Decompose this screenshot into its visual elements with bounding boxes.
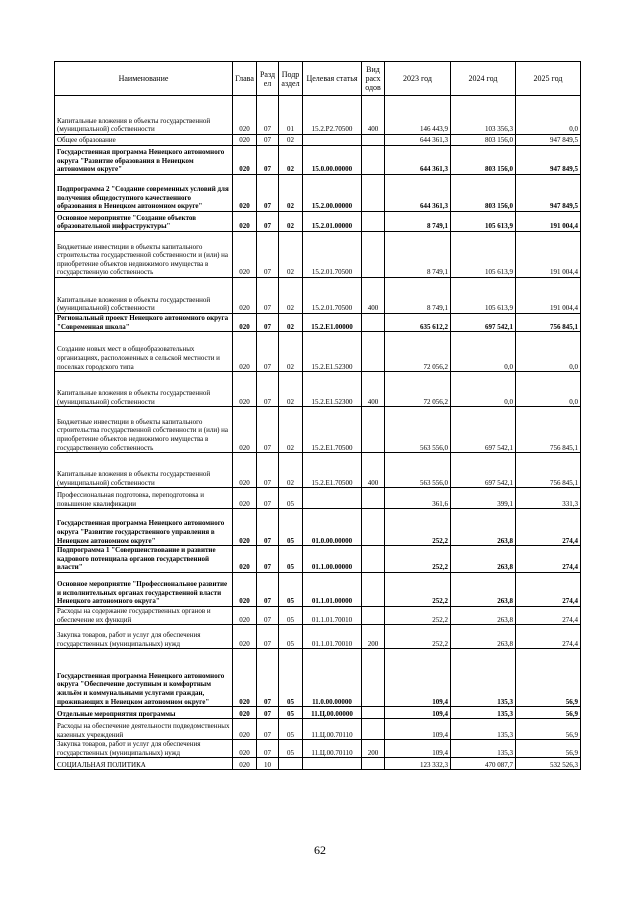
cell-y2023: 109,4: [385, 740, 451, 758]
table-row: [55, 649, 581, 707]
cell-y2025: 532 526,3: [516, 758, 581, 770]
cell-y2025: 756 845,1: [516, 453, 581, 488]
cell-podrazdel: 02: [279, 278, 303, 314]
cell-target: 15.2.00.00000: [303, 175, 362, 212]
cell-y2023: 109,4: [385, 707, 451, 719]
cell-podrazdel: 05: [279, 509, 303, 546]
table-row: [55, 719, 581, 740]
cell-y2023: 644 361,3: [385, 175, 451, 212]
cell-podrazdel: 05: [279, 606, 303, 624]
cell-y2024: 105 613,9: [451, 212, 516, 232]
cell-y2023: 72 056,2: [385, 372, 451, 407]
cell-name: Бюджетные инвестиции в объекты капитального строительства государственной собственности и (или) на приобретение объектов недвижимого имущества в государственную собственность: [55, 407, 233, 453]
cell-y2025: 947 849,5: [516, 146, 581, 175]
cell-razdel: 07: [257, 135, 279, 146]
header-razdel: Разд ел: [257, 62, 279, 96]
header-name: Наименование: [55, 62, 233, 96]
cell-vid: [362, 135, 385, 146]
cell-y2025: 191 004,4: [516, 212, 581, 232]
cell-razdel: 07: [257, 488, 279, 509]
table-row: [55, 135, 581, 146]
cell-name: Региональный проект Ненецкого автономного округа "Современная школа": [55, 314, 233, 332]
cell-y2024: 135,3: [451, 649, 516, 707]
cell-target: 15.2.Е1.70500: [303, 453, 362, 488]
cell-podrazdel: 05: [279, 488, 303, 509]
cell-razdel: 07: [257, 572, 279, 606]
cell-name: Капитальные вложения в объекты государственной (муниципальной) собственности: [55, 453, 233, 488]
table-row: [55, 175, 581, 212]
cell-y2023: 252,2: [385, 509, 451, 546]
cell-y2025: 56,9: [516, 707, 581, 719]
cell-y2024: 0,0: [451, 332, 516, 372]
cell-target: 15.2.Р2.70500: [303, 96, 362, 135]
cell-podrazdel: 02: [279, 372, 303, 407]
cell-name: Закупка товаров, работ и услуг для обеспечения государственных (муниципальных) нужд: [55, 625, 233, 649]
cell-target: 15.2.01.70500: [303, 232, 362, 278]
cell-y2024: 263,8: [451, 606, 516, 624]
cell-y2025: 0,0: [516, 332, 581, 372]
cell-vid: [362, 758, 385, 770]
cell-podrazdel: 05: [279, 649, 303, 707]
cell-vid: [362, 488, 385, 509]
cell-y2024: 263,8: [451, 509, 516, 546]
cell-vid: [362, 175, 385, 212]
cell-podrazdel: 05: [279, 740, 303, 758]
cell-podrazdel: 05: [279, 625, 303, 649]
cell-name: Государственная программа Ненецкого автономного округа "Развитие образования в Ненецком автономном округе": [55, 146, 233, 175]
cell-razdel: 07: [257, 509, 279, 546]
cell-y2023: 361,6: [385, 488, 451, 509]
table-row: [55, 546, 581, 573]
cell-target: 01.0.00.00000: [303, 509, 362, 546]
cell-target: 15.2.Е1.00000: [303, 314, 362, 332]
table-row: [55, 212, 581, 232]
cell-y2023: 109,4: [385, 649, 451, 707]
cell-name: Подпрограмма 1 "Совершенствование и развитие кадрового потенциала органов государственной власти": [55, 546, 233, 573]
cell-y2025: 191 004,4: [516, 232, 581, 278]
cell-podrazdel: 02: [279, 212, 303, 232]
cell-name: Государственная программа Ненецкого автономного округа "Развитие государственного управления в Ненецком автономном округе": [55, 509, 233, 546]
cell-y2023: 252,2: [385, 625, 451, 649]
cell-y2023: 252,2: [385, 572, 451, 606]
cell-y2025: 947 849,5: [516, 135, 581, 146]
cell-y2024: 470 087,7: [451, 758, 516, 770]
cell-vid: [362, 719, 385, 740]
cell-name: Капитальные вложения в объекты государственной (муниципальной) собственности: [55, 278, 233, 314]
cell-razdel: 10: [257, 758, 279, 770]
cell-razdel: 07: [257, 407, 279, 453]
header-2023: 2023 год: [385, 62, 451, 96]
cell-vid: 200: [362, 625, 385, 649]
cell-vid: [362, 146, 385, 175]
cell-vid: [362, 546, 385, 573]
cell-y2023: 635 612,2: [385, 314, 451, 332]
cell-target: 01.1.01.70010: [303, 606, 362, 624]
cell-y2024: 803 156,0: [451, 135, 516, 146]
cell-razdel: 07: [257, 332, 279, 372]
cell-glava: 020: [233, 758, 257, 770]
table-row: [55, 707, 581, 719]
cell-glava: 020: [233, 625, 257, 649]
table-row: [55, 372, 581, 407]
cell-y2023: 252,2: [385, 546, 451, 573]
cell-y2024: 697 542,1: [451, 453, 516, 488]
cell-y2025: 756 845,1: [516, 407, 581, 453]
table-row: [55, 96, 581, 135]
table-row: [55, 314, 581, 332]
cell-y2025: 274,4: [516, 572, 581, 606]
cell-y2025: 274,4: [516, 546, 581, 573]
table-row: [55, 453, 581, 488]
cell-vid: [362, 707, 385, 719]
cell-y2023: 8 749,1: [385, 232, 451, 278]
table-body: [55, 96, 581, 770]
cell-name: Профессиональная подготовка, переподготовка и повышение квалификации: [55, 488, 233, 509]
table-row: [55, 332, 581, 372]
cell-vid: 400: [362, 372, 385, 407]
cell-y2025: 56,9: [516, 649, 581, 707]
page-number: 62: [314, 843, 326, 857]
cell-y2023: 146 443,9: [385, 96, 451, 135]
cell-vid: 400: [362, 453, 385, 488]
cell-glava: 020: [233, 606, 257, 624]
cell-razdel: 07: [257, 146, 279, 175]
cell-glava: 020: [233, 407, 257, 453]
table-row: [55, 488, 581, 509]
cell-glava: 020: [233, 175, 257, 212]
cell-vid: [362, 332, 385, 372]
cell-y2024: 105 613,9: [451, 278, 516, 314]
cell-y2023: 644 361,3: [385, 135, 451, 146]
cell-podrazdel: [279, 758, 303, 770]
cell-name: Капитальные вложения в объекты государственной (муниципальной) собственности: [55, 372, 233, 407]
table-row: [55, 232, 581, 278]
cell-vid: 400: [362, 278, 385, 314]
cell-y2024: 263,8: [451, 546, 516, 573]
cell-razdel: 07: [257, 649, 279, 707]
cell-podrazdel: 05: [279, 719, 303, 740]
cell-glava: 020: [233, 707, 257, 719]
cell-glava: 020: [233, 135, 257, 146]
table-row: [55, 606, 581, 624]
cell-podrazdel: 02: [279, 332, 303, 372]
cell-y2024: 399,1: [451, 488, 516, 509]
cell-target: 15.2.01.70500: [303, 278, 362, 314]
cell-podrazdel: 01: [279, 96, 303, 135]
header-2024: 2024 год: [451, 62, 516, 96]
table-row: [55, 740, 581, 758]
cell-glava: 020: [233, 453, 257, 488]
cell-y2024: 803 156,0: [451, 175, 516, 212]
cell-y2025: 0,0: [516, 372, 581, 407]
cell-glava: 020: [233, 372, 257, 407]
cell-target: [303, 135, 362, 146]
cell-glava: 020: [233, 278, 257, 314]
cell-y2023: 563 556,0: [385, 453, 451, 488]
cell-razdel: 07: [257, 278, 279, 314]
cell-target: 15.0.00.00000: [303, 146, 362, 175]
cell-razdel: 07: [257, 175, 279, 212]
cell-y2024: 263,8: [451, 625, 516, 649]
cell-vid: [362, 572, 385, 606]
cell-y2023: 72 056,2: [385, 332, 451, 372]
cell-target: 01.1.01.70010: [303, 625, 362, 649]
cell-name: Закупка товаров, работ и услуг для обеспечения государственных (муниципальных) нужд: [55, 740, 233, 758]
cell-podrazdel: 02: [279, 314, 303, 332]
cell-glava: 020: [233, 509, 257, 546]
cell-y2024: 697 542,1: [451, 314, 516, 332]
cell-y2025: 274,4: [516, 606, 581, 624]
cell-razdel: 07: [257, 212, 279, 232]
table-header-row: [55, 62, 581, 96]
cell-vid: 400: [362, 96, 385, 135]
cell-name: Отдельные мероприятия программы: [55, 707, 233, 719]
cell-vid: [362, 314, 385, 332]
cell-name: СОЦИАЛЬНАЯ ПОЛИТИКА: [55, 758, 233, 770]
table-row: [55, 625, 581, 649]
cell-target: 15.2.01.00000: [303, 212, 362, 232]
cell-y2024: 263,8: [451, 572, 516, 606]
cell-podrazdel: 02: [279, 146, 303, 175]
cell-target: 11.0.00.00000: [303, 649, 362, 707]
cell-target: 15.2.Е1.70500: [303, 407, 362, 453]
cell-target: 15.2.Е1.52300: [303, 372, 362, 407]
cell-name: Основное мероприятие "Профессиональное развитие и исполнительных органах государственной власти Ненецкого автономного округа": [55, 572, 233, 606]
cell-glava: 020: [233, 332, 257, 372]
cell-razdel: 07: [257, 232, 279, 278]
cell-y2023: 644 361,3: [385, 146, 451, 175]
cell-razdel: 07: [257, 606, 279, 624]
cell-glava: 020: [233, 649, 257, 707]
cell-y2025: 756 845,1: [516, 314, 581, 332]
cell-y2024: 135,3: [451, 707, 516, 719]
cell-target: 11.Ц.00.00000: [303, 707, 362, 719]
cell-glava: 020: [233, 96, 257, 135]
cell-vid: [362, 649, 385, 707]
header-2025: 2025 год: [516, 62, 581, 96]
cell-name: Подпрограмма 2 "Создание современных условий для получения общедоступного качественного образования в Ненецком автономном округе": [55, 175, 233, 212]
cell-name: Расходы на обеспечение деятельности подведомственных казенных учреждений: [55, 719, 233, 740]
cell-target: [303, 758, 362, 770]
cell-name: Бюджетные инвестиции в объекты капитального строительства государственной собственности и (или) на приобретение объектов недвижимого имущества в государственную собственность: [55, 232, 233, 278]
cell-y2023: 8 749,1: [385, 278, 451, 314]
cell-y2024: 105 613,9: [451, 232, 516, 278]
cell-glava: 020: [233, 314, 257, 332]
cell-y2023: 563 556,0: [385, 407, 451, 453]
cell-y2024: 0,0: [451, 372, 516, 407]
table-row: [55, 758, 581, 770]
cell-target: 01.1.01.00000: [303, 572, 362, 606]
cell-vid: [362, 407, 385, 453]
cell-glava: 020: [233, 572, 257, 606]
cell-target: 11.Ц.00.70110: [303, 740, 362, 758]
cell-y2023: 123 332,3: [385, 758, 451, 770]
cell-name: Основное мероприятие "Создание объектов образовательной инфраструктуры": [55, 212, 233, 232]
cell-glava: 020: [233, 146, 257, 175]
cell-razdel: 07: [257, 707, 279, 719]
cell-razdel: 07: [257, 314, 279, 332]
cell-razdel: 07: [257, 546, 279, 573]
cell-podrazdel: 02: [279, 175, 303, 212]
header-target: Целевая статья: [303, 62, 362, 96]
table-row: [55, 509, 581, 546]
cell-vid: [362, 509, 385, 546]
cell-vid: [362, 232, 385, 278]
cell-y2024: 103 356,3: [451, 96, 516, 135]
cell-podrazdel: 02: [279, 135, 303, 146]
cell-vid: [362, 606, 385, 624]
cell-target: [303, 488, 362, 509]
cell-razdel: 07: [257, 740, 279, 758]
header-podrazdel: Подр аздел: [279, 62, 303, 96]
cell-y2024: 135,3: [451, 740, 516, 758]
cell-glava: 020: [233, 719, 257, 740]
cell-razdel: 07: [257, 719, 279, 740]
cell-podrazdel: 02: [279, 232, 303, 278]
cell-podrazdel: 02: [279, 407, 303, 453]
cell-name: Капитальные вложения в объекты государственной (муниципальной) собственности: [55, 96, 233, 135]
cell-vid: 200: [362, 740, 385, 758]
cell-y2023: 109,4: [385, 719, 451, 740]
cell-target: 11.Ц.00.70110: [303, 719, 362, 740]
cell-glava: 020: [233, 488, 257, 509]
cell-y2025: 274,4: [516, 625, 581, 649]
cell-name: Расходы на содержание государственных органов и обеспечение их функций: [55, 606, 233, 624]
cell-target: 15.2.Е1.52300: [303, 332, 362, 372]
table-row: [55, 278, 581, 314]
cell-y2024: 135,3: [451, 719, 516, 740]
cell-glava: 020: [233, 232, 257, 278]
cell-y2024: 803 156,0: [451, 146, 516, 175]
table-row: [55, 407, 581, 453]
cell-glava: 020: [233, 740, 257, 758]
cell-y2025: 56,9: [516, 719, 581, 740]
cell-y2025: 947 849,5: [516, 175, 581, 212]
cell-name: Общее образование: [55, 135, 233, 146]
table-row: [55, 572, 581, 606]
cell-razdel: 07: [257, 625, 279, 649]
cell-y2025: 0,0: [516, 96, 581, 135]
cell-podrazdel: 05: [279, 572, 303, 606]
cell-razdel: 07: [257, 372, 279, 407]
cell-y2023: 252,2: [385, 606, 451, 624]
cell-name: Государственная программа Ненецкого автономного округа "Обеспечение доступным и комфортным жильём и коммунальными услугами граждан, проживающих в Ненецком автономном округе": [55, 649, 233, 707]
cell-vid: [362, 212, 385, 232]
cell-glava: 020: [233, 546, 257, 573]
cell-y2025: 191 004,4: [516, 278, 581, 314]
cell-glava: 020: [233, 212, 257, 232]
cell-y2023: 8 749,1: [385, 212, 451, 232]
cell-razdel: 07: [257, 96, 279, 135]
cell-target: 01.1.00.00000: [303, 546, 362, 573]
cell-name: Создание новых мест в общеобразовательных организациях, расположенных в сельской местности и поселках городского типа: [55, 332, 233, 372]
cell-podrazdel: 02: [279, 453, 303, 488]
cell-y2025: 331,3: [516, 488, 581, 509]
cell-y2025: 56,9: [516, 740, 581, 758]
table-row: [55, 146, 581, 175]
cell-podrazdel: 05: [279, 546, 303, 573]
cell-podrazdel: 05: [279, 707, 303, 719]
header-glava: Глава: [233, 62, 257, 96]
cell-y2025: 274,4: [516, 509, 581, 546]
cell-razdel: 07: [257, 453, 279, 488]
cell-y2024: 697 542,1: [451, 407, 516, 453]
header-vid: Вид расх одов: [362, 62, 385, 96]
budget-table: [54, 61, 581, 770]
